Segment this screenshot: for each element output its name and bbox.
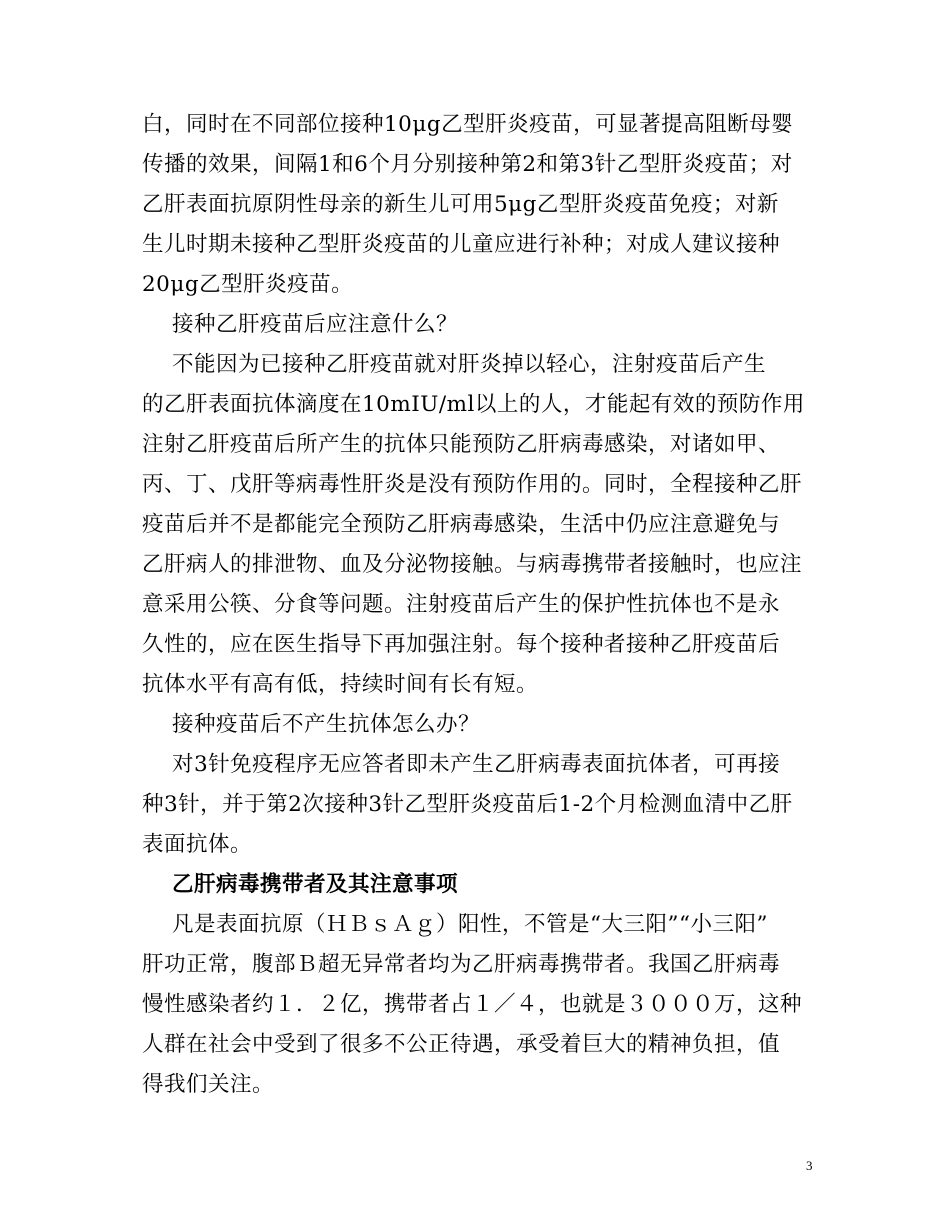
text-line: 种3针，并于第2次接种3针乙型肝炎疫苗后1-2个月检测血清中乙肝 xyxy=(142,792,793,817)
text-line: 传播的效果，间隔1和6个月分别接种第2和第3针乙型肝炎疫苗；对 xyxy=(142,152,793,177)
page-number: 3 xyxy=(806,1158,813,1173)
text-line: 生儿时期未接种乙型肝炎疫苗的儿童应进行补种；对成人建议接种 xyxy=(142,232,781,257)
text-line: 意采用公筷、分食等问题。注射疫苗后产生的保护性抗体也不是永 xyxy=(142,592,781,617)
text-line: 肝功正常，腹部Ｂ超无异常者均为乙肝病毒携带者。我国乙肝病毒 xyxy=(142,952,781,977)
text-line: 乙肝表面抗原阴性母亲的新生儿可用5μg乙型肝炎疫苗免疫；对新 xyxy=(142,192,779,217)
text-line: 白，同时在不同部位接种10μg乙型肝炎疫苗，可显著提高阻断母婴 xyxy=(142,112,794,137)
text-line: 得我们关注。 xyxy=(142,1072,275,1097)
text-line: 人群在社会中受到了很多不公正待遇，承受着巨大的精神负担，值 xyxy=(142,1032,781,1057)
text-line: 20μg乙型肝炎疫苗。 xyxy=(142,272,354,297)
text-line: 慢性感染者约１．２亿，携带者占１／４，也就是３０００万，这种 xyxy=(142,992,803,1017)
text-line: 对3针免疫程序无应答者即未产生乙肝病毒表面抗体者，可再接 xyxy=(172,752,781,777)
text-line: 丙、丁、戊肝等病毒性肝炎是没有预防作用的。同时，全程接种乙肝 xyxy=(142,472,803,497)
question-heading: 接种乙肝疫苗后应注意什么？ xyxy=(172,312,459,337)
question-heading: 接种疫苗后不产生抗体怎么办？ xyxy=(172,712,481,737)
text-line: 的乙肝表面抗体滴度在10mIU/ml以上的人，才能起有效的预防作用 xyxy=(142,392,805,417)
text-line: 凡是表面抗原（ＨＢｓＡｇ）阳性，不管是“大三阳”“小三阳” xyxy=(172,912,768,937)
text-line: 久性的，应在医生指导下再加强注射。每个接种者接种乙肝疫苗后 xyxy=(142,632,781,657)
text-line: 注射乙肝疫苗后所产生的抗体只能预防乙肝病毒感染，对诸如甲、 xyxy=(142,432,781,457)
text-line: 抗体水平有高有低，持续时间有长有短。 xyxy=(142,672,539,697)
text-line: 不能因为已接种乙肝疫苗就对肝炎掉以轻心，注射疫苗后产生 xyxy=(172,352,767,377)
document-body xyxy=(142,105,818,1105)
section-heading: 乙肝病毒携带者及其注意事项 xyxy=(172,872,459,897)
text-line: 疫苗后并不是都能完全预防乙肝病毒感染，生活中仍应注意避免与 xyxy=(142,512,781,537)
text-line: 表面抗体。 xyxy=(142,832,253,857)
text-line: 乙肝病人的排泄物、血及分泌物接触。与病毒携带者接触时，也应注 xyxy=(142,552,803,577)
